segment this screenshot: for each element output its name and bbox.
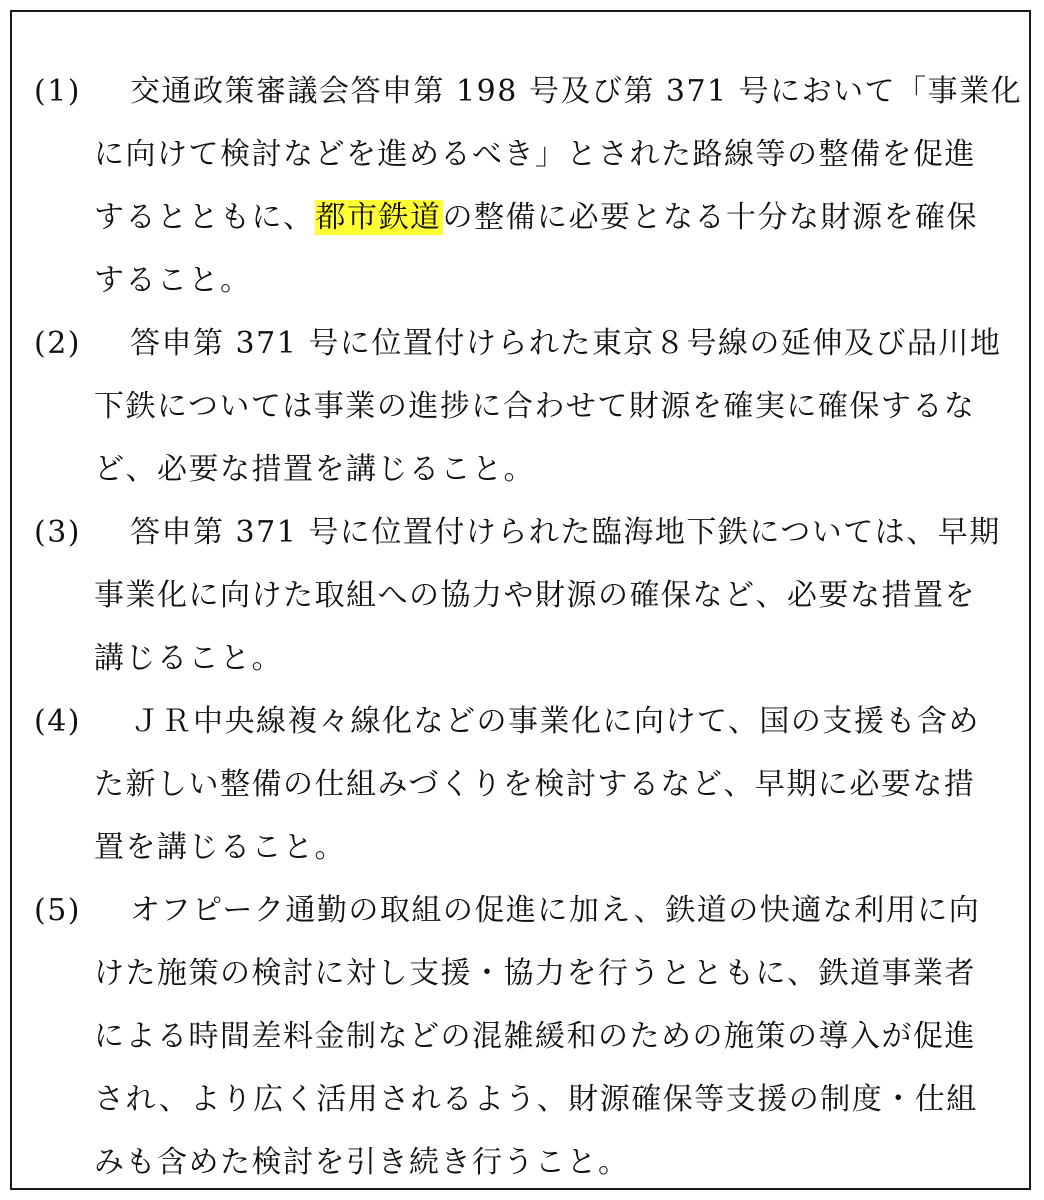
list-item-1 (34, 60, 1034, 312)
request-list (34, 60, 1034, 1194)
item-number: (4) (34, 704, 81, 739)
item-line (34, 753, 1034, 816)
request-box (10, 10, 1031, 1190)
line-text: 答申第 371 号に位置付けられた臨海地下鉄については、早期 (130, 515, 1001, 550)
line-text: され、より広く活用されるよう、財源確保等支援の制度・仕組 (94, 1082, 978, 1117)
line-text: 答申第 371 号に位置付けられた東京８号線の延伸及び品川地 (130, 326, 1002, 361)
line-text: すること。 (94, 263, 252, 298)
item-line (34, 1131, 1034, 1194)
item-number: (1) (34, 74, 81, 109)
line-text: 事業化に向けた取組への協力や財源の確保など、必要な措置を (94, 578, 976, 613)
list-item-2 (34, 312, 1034, 501)
line-text: に向けて検討などを進めるべき」とされた路線等の整備を促進 (94, 137, 976, 172)
line-text: 下鉄については事業の進捗に合わせて財源を確実に確保するな (94, 389, 976, 424)
item-line (34, 375, 1034, 438)
line-text: 交通政策審議会答申第 198 号及び第 371 号において「事業化 (130, 74, 1023, 109)
item-line (34, 1068, 1034, 1131)
line-text: するとともに、 (94, 200, 315, 235)
list-item-4 (34, 690, 1034, 879)
line-text: ど、必要な措置を講じること。 (94, 452, 535, 487)
item-line (34, 1005, 1034, 1068)
item-line (34, 186, 1034, 249)
line-text: みも含めた検討を引き続き行うこと。 (94, 1145, 630, 1180)
line-text: による時間差料金制などの混雑緩和のための施策の導入が促進 (94, 1019, 976, 1054)
item-line (34, 501, 1034, 564)
item-number: (3) (34, 515, 81, 550)
highlighted-text: 都市鉄道 (315, 200, 442, 235)
line-text: た新しい整備の仕組みづくりを検討するなど、早期に必要な措 (94, 767, 976, 802)
line-text: ＪＲ中央線複々線化などの事業化に向けて、国の支援も含め (130, 704, 980, 739)
item-line (34, 312, 1034, 375)
item-number: (2) (34, 326, 81, 361)
item-line (34, 564, 1034, 627)
line-text: オフピーク通勤の取組の促進に加え、鉄道の快適な利用に向 (130, 893, 981, 928)
line-text: の整備に必要となる十分な財源を確保 (442, 200, 978, 235)
line-text: 置を講じること。 (94, 830, 346, 865)
item-line (34, 123, 1034, 186)
line-text: 講じること。 (94, 641, 283, 676)
item-line (34, 879, 1034, 942)
list-item-3 (34, 501, 1034, 690)
item-line (34, 690, 1034, 753)
item-line (34, 942, 1034, 1005)
item-line (34, 249, 1034, 312)
item-line (34, 627, 1034, 690)
item-line (34, 816, 1034, 879)
line-text: けた施策の検討に対し支援・協力を行うとともに、鉄道事業者 (94, 956, 976, 991)
list-item-5 (34, 879, 1034, 1194)
item-line (34, 60, 1034, 123)
item-line (34, 438, 1034, 501)
item-number: (5) (34, 893, 81, 928)
